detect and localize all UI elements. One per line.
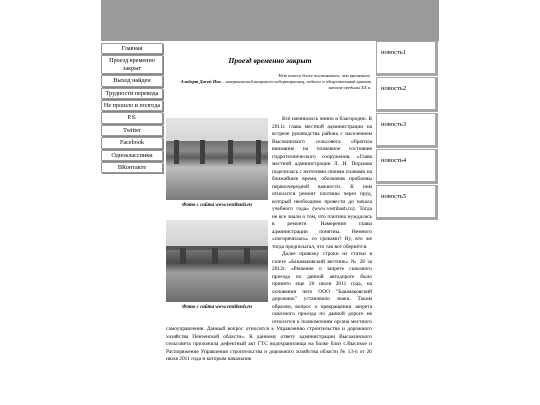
news-item-4[interactable]: новость4: [376, 149, 438, 184]
dam-photo: [166, 220, 268, 302]
news-item-5[interactable]: новость5: [376, 185, 438, 220]
nav-item-ps[interactable]: P.S.: [101, 112, 163, 123]
main-content: [166, 41, 374, 405]
epigraph-author-desc: – американский анархист-либертарианец, педагог и общественный критик начала-средины XX в.: [222, 78, 371, 90]
news-item-2[interactable]: новость2: [376, 77, 438, 112]
sidebar-nav: [101, 43, 163, 174]
page-title: Проезд временно закрыт: [228, 56, 312, 65]
epigraph: [166, 73, 371, 108]
photo-block-2: [166, 220, 268, 318]
nav-item-way-out[interactable]: Выход найден: [101, 75, 163, 86]
nav-item-twitter[interactable]: Twitter: [101, 125, 163, 136]
epigraph-quote: Нет ничего более постоянного, чем временное.: [278, 73, 371, 78]
news-item-1[interactable]: новость1: [376, 41, 438, 76]
nav-item-half-year[interactable]: Не прошло и полгода: [101, 100, 163, 111]
article-paragraph: Всё начиналось чинно и благородно. В 2011г. глава местной администрации на встрече руководства района с населением Высокинского сельсовета обратила внимание на плачевное состояние гидротехнического сооружения. «Глава местной администрации Л. И. Порсюва поделилась с жителями своими планами на ближайшее время, обозначив проблемы первоочередной важности. К ним относится ремонт плотины через пруд, который необходимо провести до начала учебного года» (www.vestibash.ru). Тогда не все знали о том, что плотина нуждалась в ремонте. Намерения главы администрации понятны. Немного «погорячилась» со сроками? Ну, кто же тогда предполагал, что так всё обернётся.: [272, 116, 372, 250]
article-paragraph: Далее привожу строки из статьи в газете «Башмаковский вестник» № 28 за 2012г. «Решение о запрете сквозного проезда по данной автодороге было принято еще 26 июля 2011 года, на основании чего ООО "Башмаковский дорожник" установило знаки. Таким образом, вопрос о прекращении запрета сквозного проезда по данной дороге не относится к полномочиям органа местного самоуправления. Данный вопрос относится к Управлению строительства и дорожного хозяйства Пензенской области». К данному ответу администрации Высокинского сельсовета приложила дефектный акт ГТС водохранилища на балке близ с.Высокое и Распоряжение Управления строительства и дорожного хозяйства области № 13-п от 26 июля 2011 года и которым начальник: [166, 251, 372, 362]
epigraph-author: Альберт Джей Нок: [180, 78, 221, 84]
photo-caption: Фото с сайта www.vestibash.ru: [181, 303, 253, 310]
nav-item-odnoklassniki[interactable]: Одноклассники: [101, 150, 163, 161]
site-header: [101, 0, 439, 41]
article-body: [166, 116, 374, 364]
news-item-3[interactable]: новость3: [376, 113, 438, 148]
nav-item-home[interactable]: Главная: [101, 43, 163, 54]
news-panel: [376, 41, 438, 221]
nav-item-facebook[interactable]: Facebook: [101, 137, 163, 148]
nav-item-vkontakte[interactable]: ВКонтакте: [101, 162, 163, 173]
photo-block-1: [166, 118, 268, 216]
nav-item-road-closed[interactable]: Проезд временно закрыт: [101, 55, 163, 74]
dam-photo: [166, 118, 268, 200]
photo-caption: Фото с сайта www.vestibash.ru: [181, 202, 253, 208]
nav-item-translation[interactable]: Трудности перевода: [101, 88, 163, 99]
